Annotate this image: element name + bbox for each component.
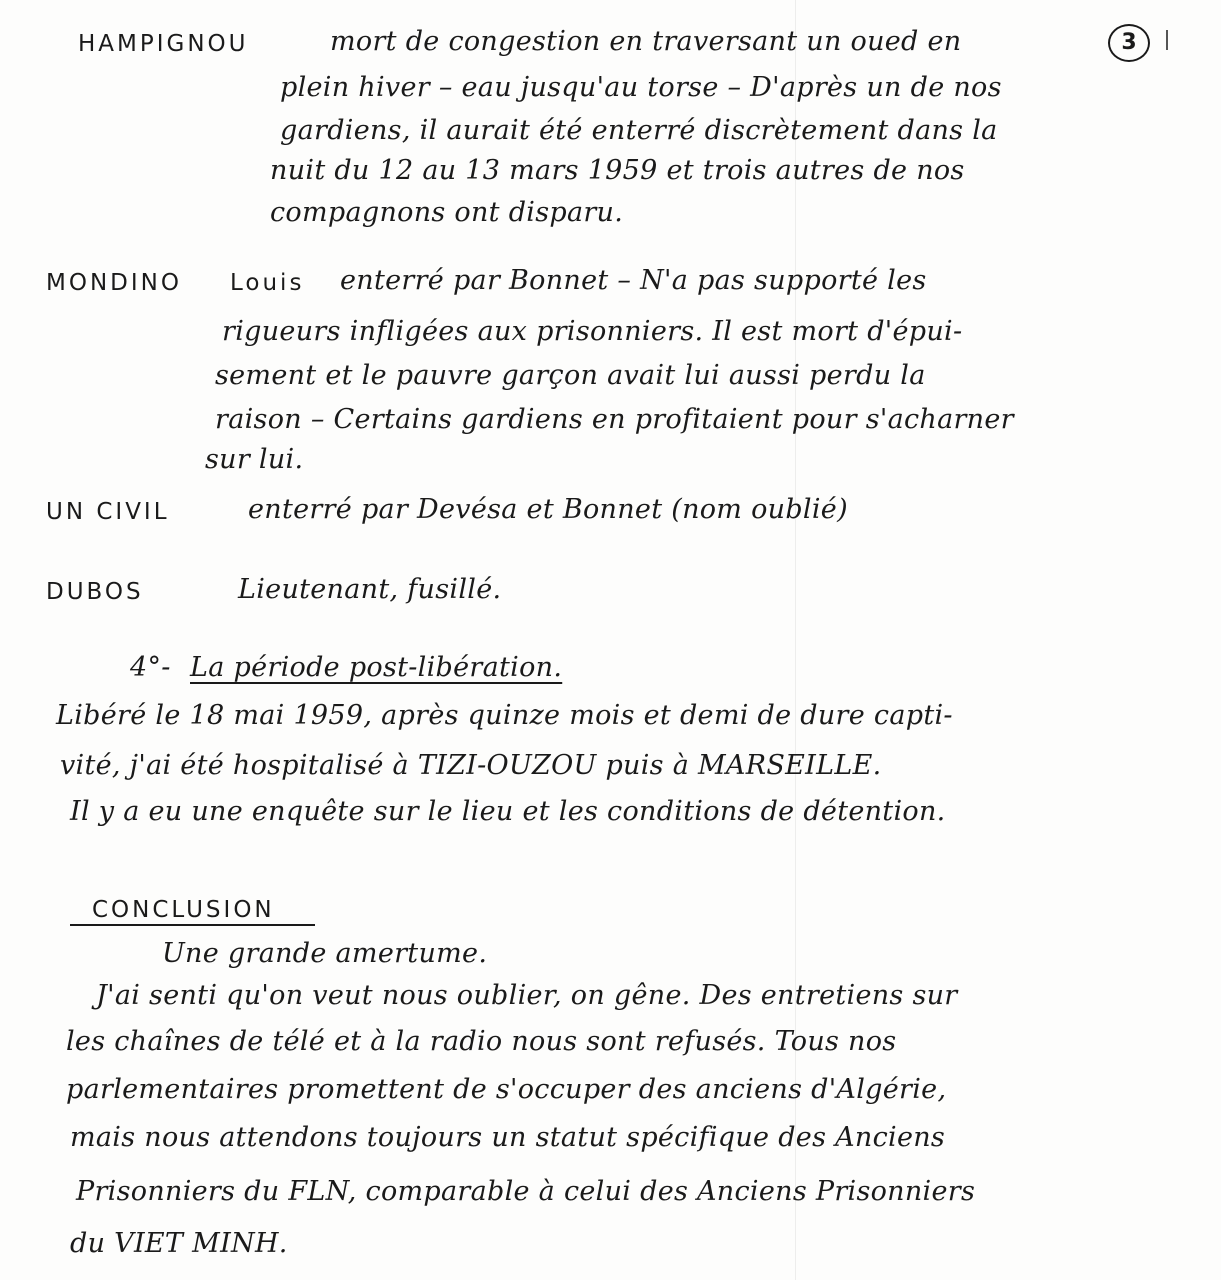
entry-hampignou-line-4: nuit du 12 au 13 mars 1959 et trois autres de nos: [270, 155, 965, 186]
entry-dubos-line-1: Lieutenant, fusillé.: [238, 574, 502, 605]
conclusion-title: CONCLUSION: [92, 897, 275, 923]
conclusion-line-6: Prisonniers du FLN, comparable à celui des Anciens Prisonniers: [76, 1176, 976, 1207]
conclusion-line-5: mais nous attendons toujours un statut spécifique des Anciens: [70, 1122, 946, 1153]
entry-mondino-line-1: enterré par Bonnet – N'a pas supporté les: [340, 265, 927, 296]
entry-mondino-line-3: sement et le pauvre garçon avait lui aussi perdu la: [215, 360, 926, 391]
entry-mondino-line-5: sur lui.: [205, 444, 304, 475]
conclusion-line-2: J'ai senti qu'on veut nous oublier, on gêne. Des entretiens sur: [96, 980, 958, 1011]
entry-hampignou-line-3: gardiens, il aurait été enterré discrètement dans la: [280, 115, 998, 146]
section-4-line-3: Il y a eu une enquête sur le lieu et les conditions de détention.: [70, 796, 946, 827]
section-4-line-1: Libéré le 18 mai 1959, après quinze mois et demi de dure capti-: [56, 700, 953, 731]
entry-un-civil-line-1: enterré par Devésa et Bonnet (nom oublié): [248, 494, 848, 525]
entry-name-un-civil: UN CIVIL: [46, 499, 170, 525]
entry-name-dubos: DUBOS: [46, 579, 144, 605]
conclusion-underline: [70, 924, 315, 926]
entry-name-hampignou: HAMPIGNOU: [78, 31, 249, 57]
entry-hampignou-line-5: compagnons ont disparu.: [270, 197, 624, 228]
conclusion-line-7: du VIET MINH.: [70, 1228, 288, 1259]
entry-hampignou-line-2: plein hiver – eau jusqu'au torse – D'après un de nos: [280, 72, 1002, 103]
margin-mark: [1166, 30, 1168, 50]
conclusion-line-1: Une grande amertume.: [162, 938, 488, 969]
conclusion-line-4: parlementaires promettent de s'occuper des anciens d'Algérie,: [66, 1074, 947, 1105]
entry-name-mondino: MONDINO: [46, 270, 182, 296]
entry-hampignou-line-1: mort de congestion en traversant un oued en: [330, 26, 962, 57]
page-number-circled: 3: [1108, 24, 1150, 62]
section-4-title: La période post-libération.: [190, 652, 563, 683]
conclusion-line-3: les chaînes de télé et à la radio nous sont refusés. Tous nos: [66, 1026, 897, 1057]
section-4-number: 4°-: [130, 652, 171, 683]
section-4-line-2: vité, j'ai été hospitalisé à TIZI-OUZOU puis à MARSEILLE.: [60, 750, 882, 781]
entry-firstname-mondino: Louis: [230, 270, 305, 296]
entry-mondino-line-4: raison – Certains gardiens en profitaient pour s'acharner: [215, 404, 1014, 435]
entry-mondino-line-2: rigueurs infligées aux prisonniers. Il est mort d'épui-: [222, 316, 963, 347]
